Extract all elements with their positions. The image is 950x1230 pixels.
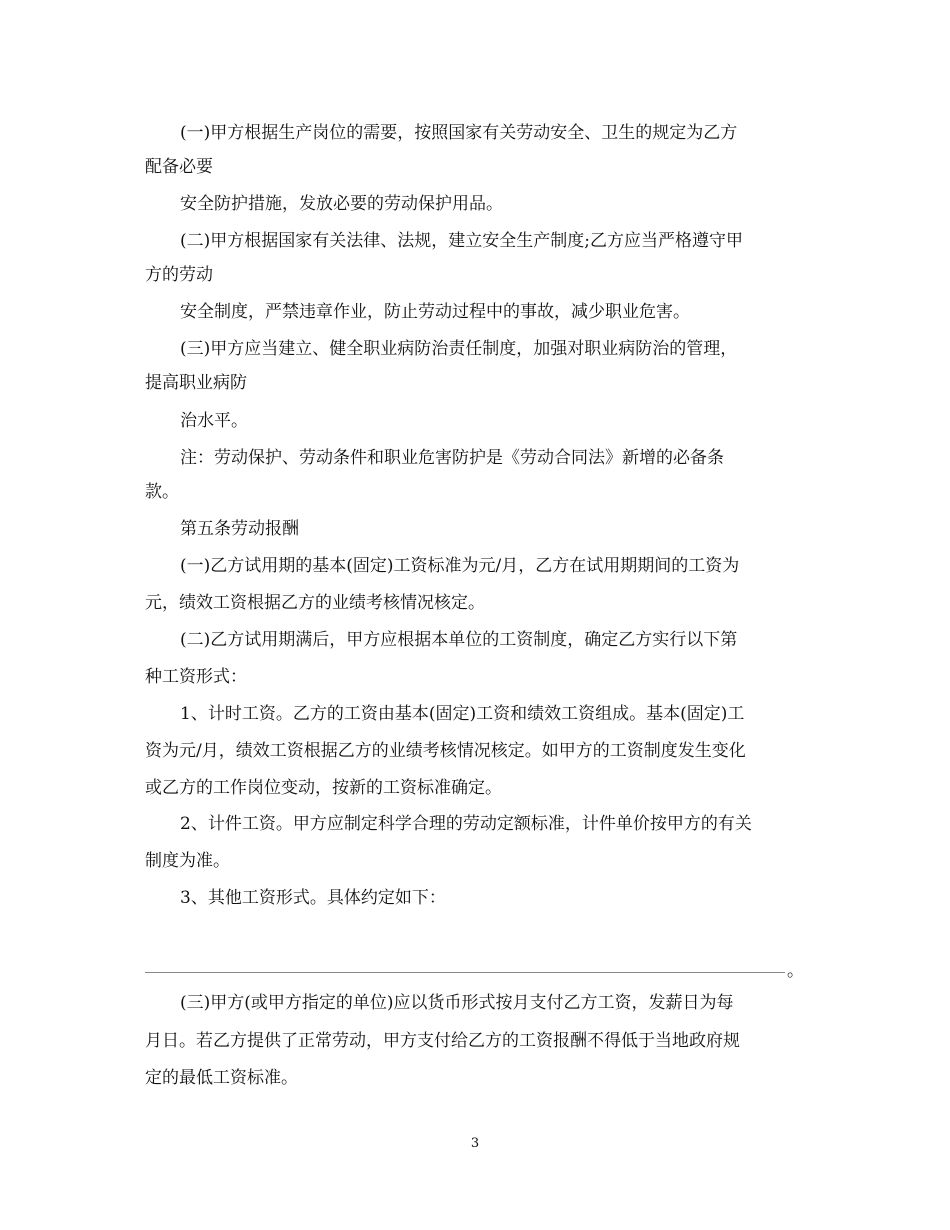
paragraph-line: 治水平。: [180, 411, 248, 431]
page-number: 3: [470, 1136, 480, 1151]
paragraph-line: (三)甲方(或甲方指定的单位)应以货币形式按月支付乙方工资，发薪日为每: [180, 993, 734, 1013]
blank-line-period: 。: [787, 961, 804, 981]
paragraph-line: 安全制度，严禁违章作业，防止劳动过程中的事故，减少职业危害。: [180, 302, 690, 322]
paragraph-line: (三)甲方应当建立、健全职业病防治责任制度，加强对职业病防治的管理，: [180, 339, 738, 359]
paragraph-line: 定的最低工资标准。: [145, 1068, 298, 1088]
section-heading: 第五条劳动报酬: [180, 519, 299, 539]
paragraph-line: 制度为准。: [145, 851, 230, 871]
paragraph-line: 或乙方的工作岗位变动，按新的工资标准确定。: [145, 778, 502, 798]
paragraph-line: 配备必要: [145, 157, 213, 177]
fill-in-blank-line: [145, 972, 785, 973]
paragraph-line: 安全防护措施，发放必要的劳动保护用品。: [180, 194, 503, 214]
paragraph-line: 资为元/月，绩效工资根据乙方的业绩考核情况核定。如甲方的工资制度发生变化: [145, 741, 746, 761]
paragraph-line: 1、计时工资。乙方的工资由基本(固定)工资和绩效工资组成。基本(固定)工: [180, 704, 745, 724]
paragraph-line: 2、计件工资。甲方应制定科学合理的劳动定额标准，计件单价按甲方的有关: [180, 814, 752, 834]
paragraph-line: 种工资形式：: [145, 667, 247, 687]
paragraph-line: 提高职业病防: [145, 373, 247, 393]
paragraph-line: 月日。若乙方提供了正常劳动，甲方支付给乙方的工资报酬不得低于当地政府规: [145, 1031, 740, 1051]
paragraph-line: 方的劳动: [145, 265, 213, 285]
paragraph-line: (一)甲方根据生产岗位的需要，按照国家有关劳动安全、卫生的规定为乙方: [180, 123, 738, 143]
paragraph-line: (二)乙方试用期满后，甲方应根据本单位的工资制度，确定乙方实行以下第: [180, 630, 738, 650]
paragraph-line: 3、其他工资形式。具体约定如下：: [180, 888, 446, 908]
paragraph-line: 元，绩效工资根据乙方的业绩考核情况核定。: [145, 593, 485, 613]
paragraph-line: 注：劳动保护、劳动条件和职业危害防护是《劳动合同法》新增的必备条: [180, 448, 724, 468]
paragraph-line: (一)乙方试用期的基本(固定)工资标准为元/月，乙方在试用期期间的工资为: [180, 556, 740, 576]
paragraph-line: 款。: [145, 482, 179, 502]
paragraph-line: (二)甲方根据国家有关法律、法规，建立安全生产制度;乙方应当严格遵守甲: [180, 231, 743, 251]
